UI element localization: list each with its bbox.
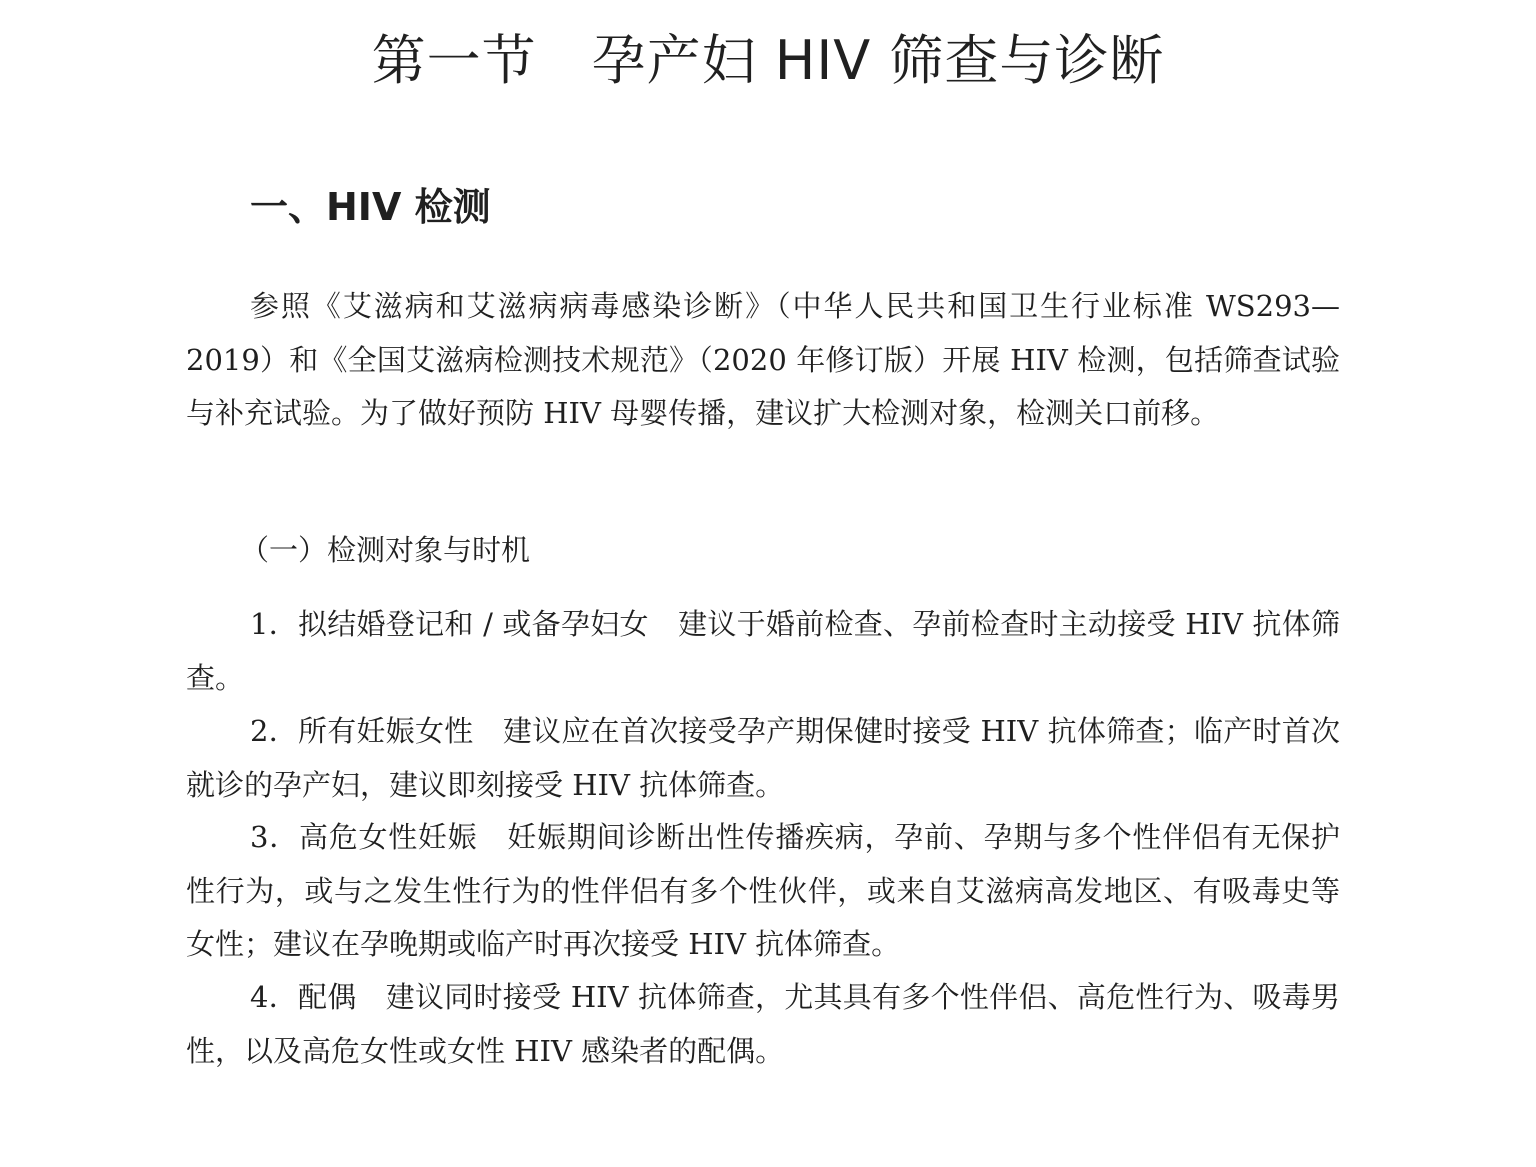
item-lead: 4．配偶: [250, 980, 386, 1014]
list-item-high-risk-pregnancy: [186, 811, 1340, 972]
list-item-premarital: [186, 598, 1340, 705]
item-text: 建议同时接受 HIV 抗体筛查，尤其具有多个性伴侣、高危性行为、吸毒男性，以及高危女性或女性 HIV 感染者的配偶。: [186, 980, 1340, 1068]
item-lead: 3．高危女性妊娠: [250, 820, 508, 854]
item-text: 妊娠期间诊断出性传播疾病，孕前、孕期与多个性伴侣有无保护性行为，或与之发生性行为的性伴侣有多个性伙伴，或来自艾滋病高发地区、有吸毒史等女性；建议在孕晚期或临产时再次接受 HIV 抗体筛查。: [186, 820, 1340, 961]
list-item-spouse: [186, 971, 1340, 1078]
item-lead: 1．拟结婚登记和 / 或备孕妇女: [250, 607, 679, 641]
item-lead: 2．所有妊娠女性: [250, 714, 503, 748]
list-item-pregnant-women: [186, 705, 1340, 812]
heading-hiv-testing: 一、HIV 检测: [250, 185, 491, 229]
item-text: 建议于婚前检查、孕前检查时主动接受 HIV 抗体筛查。: [186, 607, 1340, 695]
section-title: 第一节 孕产妇 HIV 筛查与诊断: [371, 29, 1165, 92]
heading-testing-targets-and-timing: （一）检测对象与时机: [240, 533, 531, 567]
item-text: 建议应在首次接受孕产期保健时接受 HIV 抗体筛查；临产时首次就诊的孕产妇，建议即刻接受 HIV 抗体筛查。: [186, 714, 1340, 802]
intro-paragraph: 参照《艾滋病和艾滋病病毒感染诊断》（中华人民共和国卫生行业标准 WS293—2019）和《全国艾滋病检测技术规范》（2020 年修订版）开展 HIV 检测，包括筛查试验与补充试验。为了做好预防 HIV 母婴传播，建议扩大检测对象，检测关口前移。: [186, 289, 1340, 430]
